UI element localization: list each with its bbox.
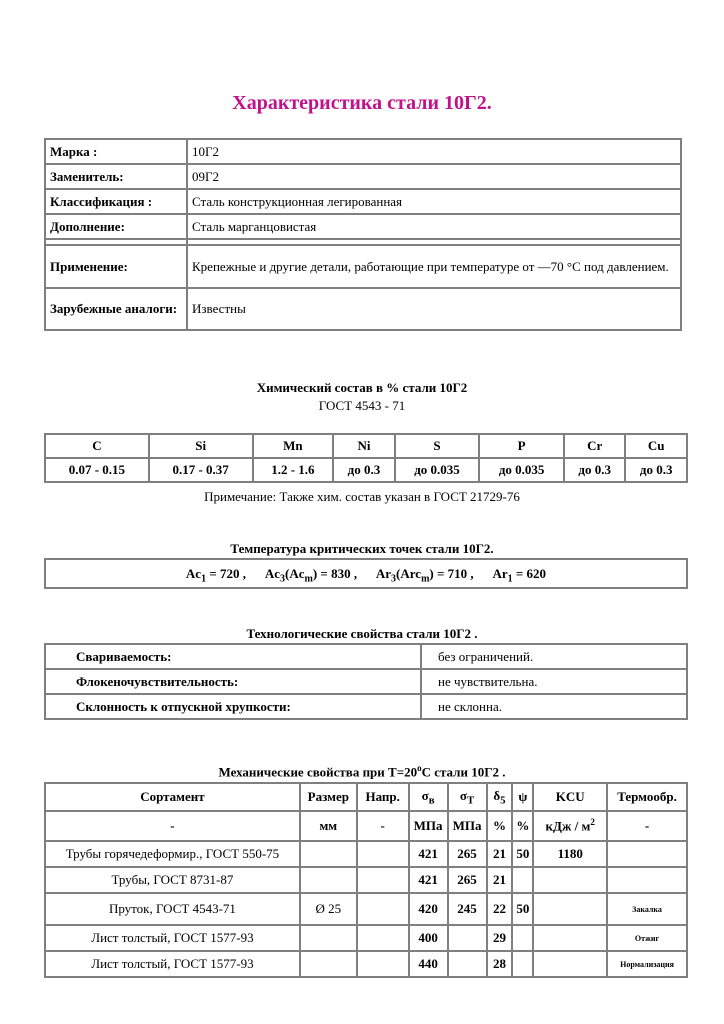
element-value: 1.2 - 1.6 xyxy=(253,458,334,482)
element-value: 0.07 - 0.15 xyxy=(45,458,149,482)
kcu-cell xyxy=(533,925,607,951)
row-key: Дополнение: xyxy=(45,214,187,239)
sortament-cell: Лист толстый, ГОСТ 1577-93 xyxy=(45,925,300,951)
table-row xyxy=(45,925,687,951)
chemical-header-row xyxy=(45,434,687,458)
unit-delta: % xyxy=(487,811,513,841)
element-header: P xyxy=(479,434,564,458)
header-kcu: KCU xyxy=(533,783,607,811)
row-key: Заменитель: xyxy=(45,164,187,189)
unit-kcu-sup: 2 xyxy=(590,817,595,828)
psi-cell xyxy=(512,951,533,977)
kcu-cell: 1180 xyxy=(533,841,607,867)
psi-cell: 50 xyxy=(512,841,533,867)
table-row xyxy=(45,841,687,867)
sigma-b-symbol: σ xyxy=(421,787,429,803)
ar1-value: = 620 xyxy=(512,566,547,581)
element-value: до 0.3 xyxy=(625,458,687,482)
mechanical-title-post: С стали 10Г2 . xyxy=(421,764,506,780)
row-value: 10Г2 xyxy=(187,139,681,164)
header-sortament: Сортамент xyxy=(45,783,300,811)
property-name: Свариваемость: xyxy=(45,644,421,669)
sigma-b-cell: 421 xyxy=(409,867,448,893)
treatment-cell: Нормализация xyxy=(607,951,687,977)
ar3-value: ) = 710 , xyxy=(429,566,474,581)
unit-kcu xyxy=(533,811,607,841)
psi-cell xyxy=(512,867,533,893)
unit-sigma-t: МПа xyxy=(448,811,487,841)
header-sigma-b xyxy=(409,783,448,811)
ac1-sub: 1 xyxy=(201,573,207,585)
direction-cell xyxy=(357,951,409,977)
delta-sub: 5 xyxy=(500,794,506,807)
element-value: до 0.3 xyxy=(564,458,626,482)
page-title: Характеристика стали 10Г2. xyxy=(232,92,492,114)
row-value: Известны xyxy=(187,288,681,330)
table-row xyxy=(45,644,687,669)
mechanical-units-row xyxy=(45,811,687,841)
kcu-cell xyxy=(533,893,607,925)
size-cell xyxy=(300,867,357,893)
ac3-mid: (Ac xyxy=(284,566,305,581)
general-info-table xyxy=(44,138,682,331)
property-name: Склонность к отпускной хрупкости: xyxy=(45,694,421,719)
chemical-note: Примечание: Также хим. состав указан в ГОСТ 21729-76 xyxy=(204,489,520,504)
row-key: Классификация : xyxy=(45,189,187,214)
unit-size: мм xyxy=(300,811,357,841)
row-value: Сталь марганцовистая xyxy=(187,214,681,239)
table-row xyxy=(45,189,681,214)
size-cell xyxy=(300,925,357,951)
unit-sigma-b: МПа xyxy=(409,811,448,841)
sigma-t-cell xyxy=(448,951,487,977)
mechanical-title xyxy=(0,763,724,780)
direction-cell xyxy=(357,841,409,867)
ac3-value: ) = 830 , xyxy=(312,566,358,581)
unit-sortament: - xyxy=(45,811,300,841)
direction-cell xyxy=(357,925,409,951)
header-sigma-t xyxy=(448,783,487,811)
treatment-cell: Отжиг xyxy=(607,925,687,951)
size-cell: Ø 25 xyxy=(300,893,357,925)
sigma-t-cell: 265 xyxy=(448,841,487,867)
kcu-cell xyxy=(533,867,607,893)
element-value: до 0.035 xyxy=(479,458,564,482)
table-row xyxy=(45,139,681,164)
element-value: 0.17 - 0.37 xyxy=(149,458,253,482)
technological-title: Технологические свойства стали 10Г2 . xyxy=(246,626,478,641)
delta-symbol: δ xyxy=(493,787,501,803)
table-row xyxy=(45,164,681,189)
sigma-t-cell: 265 xyxy=(448,867,487,893)
delta-cell: 21 xyxy=(487,841,513,867)
table-row xyxy=(45,288,681,330)
technological-table xyxy=(44,643,688,720)
row-key: Марка : xyxy=(45,139,187,164)
sortament-cell: Трубы, ГОСТ 8731-87 xyxy=(45,867,300,893)
treatment-cell xyxy=(607,867,687,893)
ar1-sub: 1 xyxy=(507,573,513,585)
sigma-t-cell: 245 xyxy=(448,893,487,925)
ar3-label: Ar xyxy=(375,566,392,581)
sigma-t-sub: T xyxy=(466,794,475,807)
ar3-mid: (Arc xyxy=(396,566,422,581)
element-header: Cr xyxy=(564,434,626,458)
sigma-t-cell xyxy=(448,925,487,951)
element-value: до 0.035 xyxy=(395,458,480,482)
table-row xyxy=(45,214,681,239)
table-row xyxy=(45,669,687,694)
treatment-cell: Закалка xyxy=(607,893,687,925)
element-header: S xyxy=(395,434,480,458)
ar3-sub: 3 xyxy=(391,573,397,585)
sigma-b-cell: 440 xyxy=(409,951,448,977)
property-value: без ограничений. xyxy=(421,644,687,669)
row-value: Сталь конструкционная легированная xyxy=(187,189,681,214)
element-header: Ni xyxy=(333,434,395,458)
ac1-value: = 720 , xyxy=(206,566,247,581)
ar1-label: Ar xyxy=(492,566,508,581)
header-delta xyxy=(487,783,513,811)
chemical-title: Химический состав в % стали 10Г2 xyxy=(256,380,468,395)
critical-points xyxy=(44,558,688,589)
header-size: Размер xyxy=(300,783,357,811)
sortament-cell: Трубы горячедеформир., ГОСТ 550-75 xyxy=(45,841,300,867)
sigma-t-symbol: σ xyxy=(459,787,467,803)
unit-treatment: - xyxy=(607,811,687,841)
header-treatment: Термообр. xyxy=(607,783,687,811)
kcu-cell xyxy=(533,951,607,977)
sigma-b-sub: в xyxy=(428,794,435,807)
ac1-label: Ac xyxy=(185,566,202,581)
mechanical-title-sup: o xyxy=(417,763,422,773)
row-key: Зарубежные аналоги: xyxy=(45,288,187,330)
element-header: Si xyxy=(149,434,253,458)
chemical-values-row xyxy=(45,458,687,482)
element-header: Mn xyxy=(253,434,334,458)
delta-cell: 29 xyxy=(487,925,513,951)
row-value: 09Г2 xyxy=(187,164,681,189)
sortament-cell: Пруток, ГОСТ 4543-71 xyxy=(45,893,300,925)
psi-cell xyxy=(512,925,533,951)
direction-cell xyxy=(357,867,409,893)
sigma-b-cell: 400 xyxy=(409,925,448,951)
size-cell xyxy=(300,841,357,867)
element-header: Cu xyxy=(625,434,687,458)
row-value: Крепежные и другие детали, работающие при температуре от —70 °С под давлением. xyxy=(187,245,681,288)
delta-cell: 28 xyxy=(487,951,513,977)
unit-psi: % xyxy=(512,811,533,841)
psi-cell: 50 xyxy=(512,893,533,925)
row-key: Применение: xyxy=(45,245,187,288)
property-name: Флокеночувствительность: xyxy=(45,669,421,694)
table-row xyxy=(45,245,681,288)
chemical-standard: ГОСТ 4543 - 71 xyxy=(318,398,406,413)
table-row xyxy=(45,951,687,977)
element-value: до 0.3 xyxy=(333,458,395,482)
unit-direction: - xyxy=(357,811,409,841)
ac3-sub2: m xyxy=(304,573,313,585)
unit-kcu-pre: кДж / м xyxy=(545,818,591,834)
header-direction: Напр. xyxy=(357,783,409,811)
mechanical-title-pre: Механические свойства при Т=20 xyxy=(218,764,418,780)
header-psi: ψ xyxy=(512,783,533,811)
size-cell xyxy=(300,951,357,977)
chemical-table xyxy=(44,433,688,483)
critical-title: Температура критических точек стали 10Г2. xyxy=(230,541,494,556)
element-header: C xyxy=(45,434,149,458)
delta-cell: 21 xyxy=(487,867,513,893)
direction-cell xyxy=(357,893,409,925)
ac3-sub: 3 xyxy=(279,573,285,585)
table-row xyxy=(45,867,687,893)
ac3-label: Ac xyxy=(264,566,280,581)
treatment-cell xyxy=(607,841,687,867)
property-value: не склонна. xyxy=(421,694,687,719)
property-value: не чувствительна. xyxy=(421,669,687,694)
table-row xyxy=(45,893,687,925)
table-row xyxy=(45,694,687,719)
sigma-b-cell: 421 xyxy=(409,841,448,867)
sortament-cell: Лист толстый, ГОСТ 1577-93 xyxy=(45,951,300,977)
ar3-sub2: m xyxy=(421,573,430,585)
mechanical-table xyxy=(44,782,688,978)
mechanical-header-row xyxy=(45,783,687,811)
delta-cell: 22 xyxy=(487,893,513,925)
sigma-b-cell: 420 xyxy=(409,893,448,925)
